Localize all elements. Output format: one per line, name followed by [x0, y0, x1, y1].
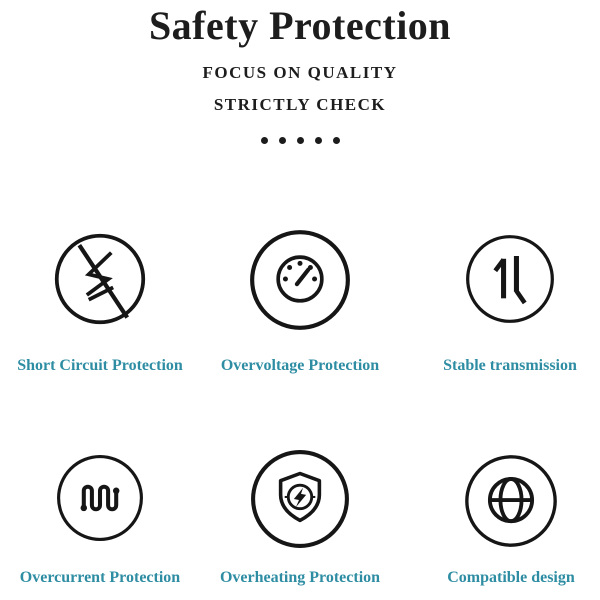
feature-compatible [411, 453, 600, 587]
short-circuit-icon [53, 232, 147, 326]
up-down-arrows-icon [464, 233, 556, 325]
feature-label-overvoltage: Overvoltage Protection [220, 357, 380, 374]
feature-overcurrent [0, 453, 200, 587]
resistor-coil-icon [55, 453, 145, 543]
feature-short-circuit [0, 232, 200, 375]
feature-label-stable-transmission: Stable transmission [443, 357, 577, 374]
separator-dot [279, 137, 286, 144]
globe-icon [463, 453, 559, 549]
subtitle-line-2: STRICTLY CHECK [213, 95, 387, 114]
feature-overvoltage [200, 228, 400, 375]
feature-label-overheating: Overheating Protection [219, 569, 381, 586]
separator-dot [261, 137, 268, 144]
separator-dots [0, 137, 600, 144]
separator-dot [315, 137, 322, 144]
feature-label-overcurrent: Overcurrent Protection [19, 569, 181, 586]
feature-label-short-circuit: Short Circuit Protection [17, 357, 183, 374]
feature-stable-transmission [410, 233, 600, 375]
shield-lightning-icon [249, 448, 351, 550]
feature-overheating [200, 448, 400, 587]
separator-dot [297, 137, 304, 144]
page-title: Safety Protection [148, 3, 452, 48]
feature-label-compatible: Compatible design [447, 569, 575, 586]
separator-dot [333, 137, 340, 144]
voltage-gauge-icon [248, 228, 352, 332]
subtitle-line-1: FOCUS ON QUALITY [202, 63, 398, 82]
